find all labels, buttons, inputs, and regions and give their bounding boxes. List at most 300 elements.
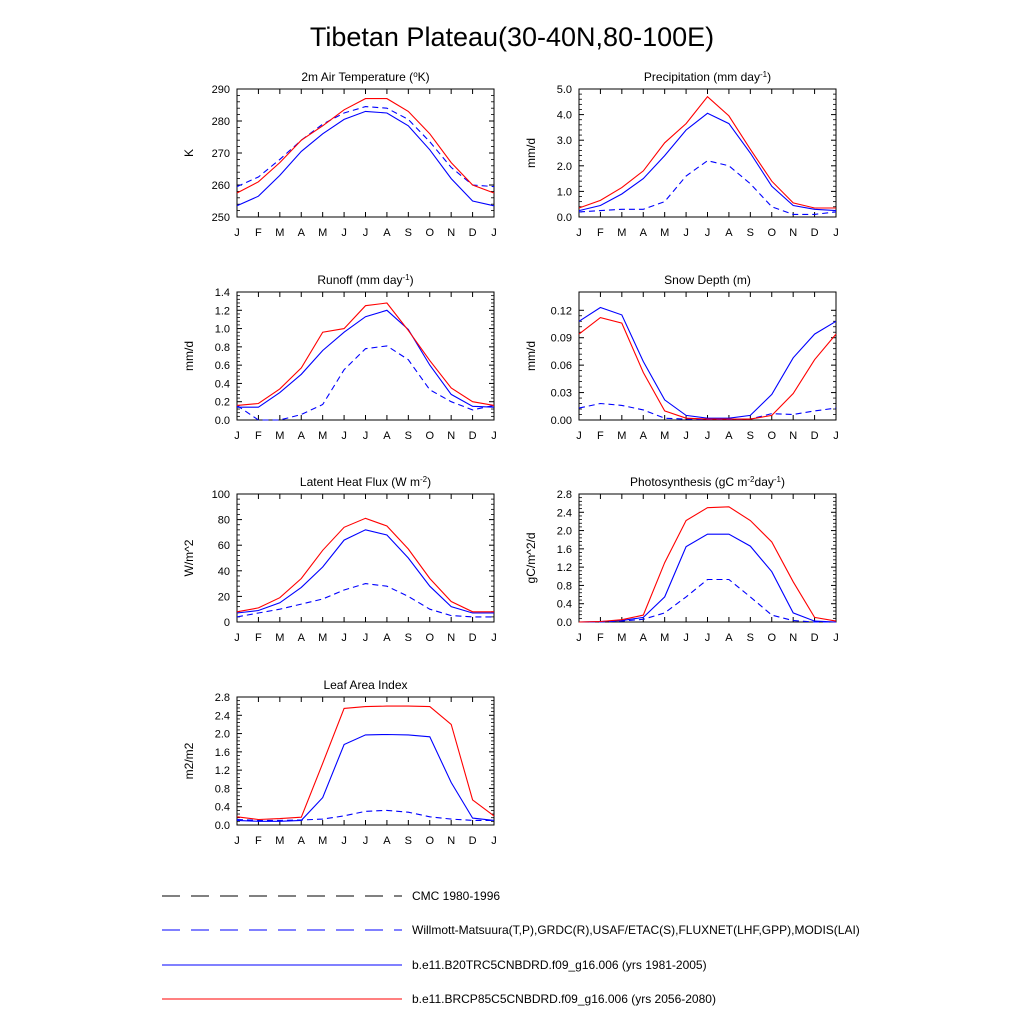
data-point bbox=[599, 306, 602, 309]
data-point bbox=[493, 185, 496, 188]
data-point bbox=[450, 614, 453, 617]
data-point bbox=[385, 112, 388, 115]
data-point bbox=[471, 405, 474, 408]
data-point bbox=[685, 519, 688, 522]
x-tick-label: S bbox=[404, 835, 413, 847]
data-point bbox=[599, 209, 602, 212]
x-tick-label: J bbox=[341, 430, 347, 442]
data-point bbox=[706, 418, 709, 421]
data-point bbox=[450, 723, 453, 726]
y-tick-label: 0.8 bbox=[556, 580, 572, 593]
series-line-3 bbox=[237, 303, 494, 405]
data-point bbox=[343, 118, 346, 121]
data-point bbox=[749, 414, 752, 417]
y-tick-label: 2.0 bbox=[556, 525, 572, 538]
data-point bbox=[321, 565, 324, 568]
data-point bbox=[428, 815, 431, 818]
data-point bbox=[321, 597, 324, 600]
y-tick-label: 0.06 bbox=[550, 360, 572, 373]
data-point bbox=[343, 108, 346, 111]
data-point bbox=[471, 817, 474, 820]
series-line-3 bbox=[237, 706, 494, 819]
data-point bbox=[428, 705, 431, 708]
x-tick-label: O bbox=[425, 835, 435, 847]
x-tick-label: F bbox=[255, 430, 262, 442]
panel-title: Precipitation (mm day$^{-1}$) bbox=[643, 69, 772, 84]
data-point bbox=[364, 528, 367, 531]
y-tick-label: 60 bbox=[217, 540, 230, 553]
data-point bbox=[471, 408, 474, 411]
x-tick-label: F bbox=[597, 227, 604, 239]
x-tick-label: S bbox=[404, 227, 413, 239]
panel-title: Runoff (mm day$^{-1}$) bbox=[317, 272, 414, 287]
data-point bbox=[428, 148, 431, 151]
data-point bbox=[321, 818, 324, 821]
y-tick-label: 40 bbox=[217, 565, 230, 578]
y-tick-label: 1.0 bbox=[214, 323, 230, 336]
panel-title: 2m Air Temperature ($^o$K) bbox=[301, 69, 430, 84]
data-point bbox=[663, 611, 666, 614]
x-tick-label: D bbox=[468, 835, 477, 847]
y-axis-label: mm/d bbox=[524, 341, 538, 371]
data-point bbox=[493, 192, 496, 195]
x-tick-label: S bbox=[746, 430, 755, 442]
data-point bbox=[642, 177, 645, 180]
data-point bbox=[364, 582, 367, 585]
data-point bbox=[813, 616, 816, 619]
data-point bbox=[385, 344, 388, 347]
plot-frame bbox=[579, 494, 836, 622]
data-point bbox=[300, 586, 303, 589]
x-tick-label: M bbox=[660, 632, 670, 644]
x-tick-label: J bbox=[576, 430, 582, 442]
data-point bbox=[428, 585, 431, 588]
panel-title: Snow Depth (m) bbox=[664, 273, 751, 287]
data-point bbox=[749, 152, 752, 155]
data-point bbox=[450, 161, 453, 164]
x-tick-label: J bbox=[362, 430, 369, 442]
data-point bbox=[450, 600, 453, 603]
data-point bbox=[236, 610, 239, 613]
data-point bbox=[599, 316, 602, 319]
data-point bbox=[706, 578, 709, 581]
data-point bbox=[770, 541, 773, 544]
series-line-1 bbox=[579, 580, 836, 623]
plot-frame bbox=[237, 494, 494, 622]
x-tick-label: J bbox=[234, 835, 240, 847]
data-point bbox=[749, 182, 752, 185]
data-point bbox=[685, 414, 688, 417]
data-point bbox=[749, 148, 752, 151]
data-point bbox=[642, 371, 645, 374]
data-point bbox=[385, 705, 388, 708]
data-point bbox=[792, 392, 795, 395]
data-point bbox=[770, 180, 773, 183]
legend-label-1: CMC 1980-1996 bbox=[412, 889, 501, 903]
data-point bbox=[835, 207, 838, 210]
data-point bbox=[343, 112, 346, 115]
data-point bbox=[599, 199, 602, 202]
y-tick-label: 2.8 bbox=[556, 489, 572, 501]
x-tick-label: J bbox=[362, 835, 369, 847]
x-tick-label: M bbox=[660, 227, 670, 239]
series-line-3 bbox=[579, 308, 836, 419]
data-point bbox=[278, 174, 281, 177]
x-tick-label: J bbox=[704, 430, 711, 442]
data-point bbox=[706, 159, 709, 162]
data-point bbox=[663, 561, 666, 564]
y-tick-label: 250 bbox=[211, 212, 230, 224]
data-point bbox=[257, 419, 260, 422]
data-point bbox=[578, 333, 581, 336]
data-point bbox=[278, 601, 281, 604]
data-point bbox=[300, 373, 303, 376]
data-point bbox=[407, 733, 410, 736]
y-tick-label: 0 bbox=[223, 617, 230, 629]
y-tick-label: 0.0 bbox=[556, 617, 572, 629]
data-point bbox=[300, 413, 303, 416]
x-tick-label: A bbox=[297, 632, 305, 644]
data-point bbox=[257, 818, 260, 821]
x-tick-label: F bbox=[597, 632, 604, 644]
y-axis-label: mm/d bbox=[524, 138, 538, 168]
x-tick-label: A bbox=[725, 430, 733, 442]
y-tick-label: 270 bbox=[211, 148, 230, 160]
x-tick-label: S bbox=[404, 430, 413, 442]
data-point bbox=[835, 407, 838, 410]
data-point bbox=[407, 110, 410, 113]
data-point bbox=[428, 364, 431, 367]
data-point bbox=[385, 733, 388, 736]
data-point bbox=[278, 158, 281, 161]
x-tick-label: J bbox=[704, 632, 711, 644]
x-tick-label: J bbox=[234, 430, 240, 442]
x-tick-label: J bbox=[491, 835, 497, 847]
data-point bbox=[278, 596, 281, 599]
series-line-1 bbox=[237, 346, 494, 420]
data-point bbox=[620, 404, 623, 407]
data-point bbox=[385, 309, 388, 312]
x-tick-label: M bbox=[275, 227, 285, 239]
x-tick-label: N bbox=[789, 430, 798, 442]
data-point bbox=[278, 391, 281, 394]
data-point bbox=[471, 615, 474, 618]
y-tick-label: 0.6 bbox=[214, 360, 230, 373]
data-point bbox=[364, 347, 367, 350]
data-point bbox=[685, 417, 688, 420]
plot-frame bbox=[237, 292, 494, 420]
y-tick-label: 0.8 bbox=[214, 783, 230, 796]
panel-title: Photosynthesis (gC $m^{-2}day^{-1}$) bbox=[630, 474, 785, 489]
data-point bbox=[749, 595, 752, 598]
data-point bbox=[450, 781, 453, 784]
data-point bbox=[813, 409, 816, 412]
legend bbox=[162, 889, 860, 1006]
data-point bbox=[343, 589, 346, 592]
data-point bbox=[663, 409, 666, 412]
data-point bbox=[642, 360, 645, 363]
x-tick-label: M bbox=[275, 632, 285, 644]
data-point bbox=[450, 166, 453, 169]
data-point bbox=[599, 204, 602, 207]
data-point bbox=[792, 213, 795, 216]
data-point bbox=[749, 519, 752, 522]
data-point bbox=[385, 533, 388, 536]
x-tick-label: J bbox=[576, 227, 582, 239]
data-point bbox=[407, 705, 410, 708]
y-tick-label: 0.4 bbox=[214, 378, 230, 391]
data-point bbox=[407, 557, 410, 560]
data-point bbox=[236, 204, 239, 207]
x-tick-label: A bbox=[639, 430, 647, 442]
data-point bbox=[770, 570, 773, 573]
y-tick-label: 80 bbox=[217, 514, 230, 527]
x-tick-label: N bbox=[447, 835, 456, 847]
data-point bbox=[257, 612, 260, 615]
data-point bbox=[835, 333, 838, 336]
data-point bbox=[300, 819, 303, 822]
data-point bbox=[727, 164, 730, 167]
x-tick-label: A bbox=[725, 632, 733, 644]
data-point bbox=[257, 402, 260, 405]
x-tick-label: J bbox=[491, 430, 497, 442]
x-tick-label: J bbox=[491, 632, 497, 644]
x-tick-label: J bbox=[234, 632, 240, 644]
data-point bbox=[706, 533, 709, 536]
x-tick-label: J bbox=[341, 227, 347, 239]
data-point bbox=[663, 141, 666, 144]
figure-title: Tibetan Plateau(30-40N,80-100E) bbox=[309, 22, 715, 52]
data-point bbox=[578, 209, 581, 212]
x-tick-label: M bbox=[617, 227, 627, 239]
x-tick-label: A bbox=[383, 632, 391, 644]
data-point bbox=[493, 814, 496, 817]
data-point bbox=[236, 819, 239, 822]
x-tick-label: N bbox=[447, 227, 456, 239]
x-tick-label: M bbox=[318, 835, 328, 847]
data-point bbox=[300, 366, 303, 369]
x-tick-label: A bbox=[639, 227, 647, 239]
data-point bbox=[727, 578, 730, 581]
data-point bbox=[727, 114, 730, 117]
data-point bbox=[642, 614, 645, 617]
x-tick-label: F bbox=[255, 632, 262, 644]
data-point bbox=[364, 304, 367, 307]
data-point bbox=[792, 419, 795, 422]
data-point bbox=[471, 798, 474, 801]
data-point bbox=[300, 816, 303, 819]
y-tick-label: 100 bbox=[211, 489, 230, 501]
data-point bbox=[663, 398, 666, 401]
data-point bbox=[685, 122, 688, 125]
data-point bbox=[792, 619, 795, 622]
x-tick-label: A bbox=[383, 835, 391, 847]
x-tick-label: O bbox=[425, 227, 435, 239]
x-tick-label: J bbox=[362, 632, 369, 644]
data-point bbox=[385, 301, 388, 304]
data-point bbox=[385, 585, 388, 588]
x-tick-label: O bbox=[767, 632, 777, 644]
data-point bbox=[792, 356, 795, 359]
x-tick-label: M bbox=[318, 227, 328, 239]
x-tick-label: D bbox=[810, 430, 819, 442]
x-tick-label: J bbox=[362, 227, 369, 239]
x-tick-label: A bbox=[639, 632, 647, 644]
data-point bbox=[599, 620, 602, 623]
data-point bbox=[770, 614, 773, 617]
data-point bbox=[620, 419, 623, 422]
data-point bbox=[364, 810, 367, 813]
data-point bbox=[385, 525, 388, 528]
data-point bbox=[364, 705, 367, 708]
y-tick-label: 1.0 bbox=[556, 186, 572, 199]
x-tick-label: A bbox=[383, 430, 391, 442]
y-tick-label: 280 bbox=[211, 116, 230, 128]
data-point bbox=[236, 815, 239, 818]
data-point bbox=[364, 733, 367, 736]
data-point bbox=[813, 620, 816, 623]
data-point bbox=[300, 139, 303, 142]
data-point bbox=[706, 506, 709, 509]
y-tick-label: 1.2 bbox=[556, 562, 572, 575]
data-point bbox=[364, 517, 367, 520]
series-line-2 bbox=[237, 735, 494, 822]
data-point bbox=[813, 419, 816, 422]
data-point bbox=[642, 208, 645, 211]
x-tick-label: N bbox=[447, 430, 456, 442]
data-point bbox=[685, 595, 688, 598]
data-point bbox=[813, 207, 816, 210]
data-point bbox=[236, 615, 239, 618]
data-point bbox=[813, 358, 816, 361]
data-point bbox=[321, 762, 324, 765]
x-tick-label: M bbox=[318, 430, 328, 442]
data-point bbox=[727, 533, 730, 536]
y-tick-label: 0.00 bbox=[550, 415, 572, 427]
data-point bbox=[727, 418, 730, 421]
x-tick-label: D bbox=[468, 227, 477, 239]
data-point bbox=[493, 615, 496, 618]
panels-group bbox=[182, 70, 839, 848]
data-point bbox=[428, 132, 431, 135]
data-point bbox=[792, 413, 795, 416]
data-point bbox=[663, 154, 666, 157]
data-point bbox=[620, 313, 623, 316]
data-point bbox=[385, 809, 388, 812]
x-tick-label: S bbox=[746, 227, 755, 239]
data-point bbox=[770, 205, 773, 208]
data-point bbox=[407, 118, 410, 121]
data-point bbox=[321, 331, 324, 334]
x-tick-label: O bbox=[767, 227, 777, 239]
x-tick-label: F bbox=[255, 227, 262, 239]
data-point bbox=[257, 609, 260, 612]
data-point bbox=[300, 577, 303, 580]
data-point bbox=[343, 539, 346, 542]
data-point bbox=[278, 817, 281, 820]
data-point bbox=[321, 796, 324, 799]
y-axis-label: gC/m^2/d bbox=[524, 532, 538, 584]
data-point bbox=[343, 814, 346, 817]
y-tick-label: 0.4 bbox=[556, 598, 572, 611]
data-point bbox=[278, 419, 281, 422]
data-point bbox=[813, 333, 816, 336]
data-point bbox=[599, 402, 602, 405]
x-tick-label: J bbox=[341, 632, 347, 644]
data-point bbox=[407, 329, 410, 332]
x-tick-label: J bbox=[683, 430, 689, 442]
x-tick-label: M bbox=[318, 632, 328, 644]
y-tick-label: 2.8 bbox=[214, 692, 230, 704]
y-tick-label: 0.2 bbox=[214, 396, 230, 409]
x-tick-label: N bbox=[447, 632, 456, 644]
data-point bbox=[343, 327, 346, 330]
data-point bbox=[663, 200, 666, 203]
data-point bbox=[706, 95, 709, 98]
x-tick-label: N bbox=[789, 227, 798, 239]
data-point bbox=[407, 124, 410, 127]
data-point bbox=[278, 387, 281, 390]
y-tick-label: 1.2 bbox=[214, 305, 230, 318]
y-tick-label: 0.4 bbox=[214, 801, 230, 814]
x-tick-label: N bbox=[789, 632, 798, 644]
y-tick-label: 0.03 bbox=[550, 387, 572, 400]
data-point bbox=[278, 820, 281, 823]
x-tick-label: J bbox=[704, 227, 711, 239]
data-point bbox=[407, 595, 410, 598]
data-point bbox=[471, 610, 474, 613]
data-point bbox=[321, 124, 324, 127]
data-point bbox=[471, 200, 474, 203]
series-line-1 bbox=[237, 107, 494, 187]
data-point bbox=[685, 175, 688, 178]
data-point bbox=[321, 549, 324, 552]
x-tick-label: D bbox=[468, 632, 477, 644]
data-point bbox=[236, 185, 239, 188]
x-tick-label: D bbox=[468, 430, 477, 442]
data-point bbox=[727, 505, 730, 508]
data-point bbox=[257, 195, 260, 198]
data-point bbox=[257, 176, 260, 179]
data-point bbox=[792, 204, 795, 207]
data-point bbox=[257, 406, 260, 409]
y-axis-label: mm/d bbox=[182, 341, 196, 371]
panel-1 bbox=[182, 70, 497, 240]
series-line-2 bbox=[237, 530, 494, 613]
x-tick-label: M bbox=[660, 430, 670, 442]
y-tick-label: 2.4 bbox=[214, 710, 230, 723]
data-point bbox=[278, 608, 281, 611]
data-point bbox=[300, 150, 303, 153]
data-point bbox=[835, 209, 838, 212]
data-point bbox=[364, 105, 367, 108]
y-tick-label: 2.4 bbox=[556, 507, 572, 520]
panel-7 bbox=[182, 678, 497, 847]
x-tick-label: A bbox=[383, 227, 391, 239]
data-point bbox=[642, 408, 645, 411]
x-tick-label: M bbox=[617, 632, 627, 644]
x-tick-label: J bbox=[491, 227, 497, 239]
y-tick-label: 2.0 bbox=[214, 728, 230, 741]
y-tick-label: 0.0 bbox=[214, 820, 230, 832]
x-tick-label: A bbox=[725, 227, 733, 239]
x-tick-label: M bbox=[275, 430, 285, 442]
y-tick-label: 3.0 bbox=[556, 135, 572, 148]
y-tick-label: 0.0 bbox=[556, 212, 572, 224]
data-point bbox=[428, 388, 431, 391]
data-point bbox=[450, 818, 453, 821]
y-tick-label: 2.0 bbox=[556, 160, 572, 173]
